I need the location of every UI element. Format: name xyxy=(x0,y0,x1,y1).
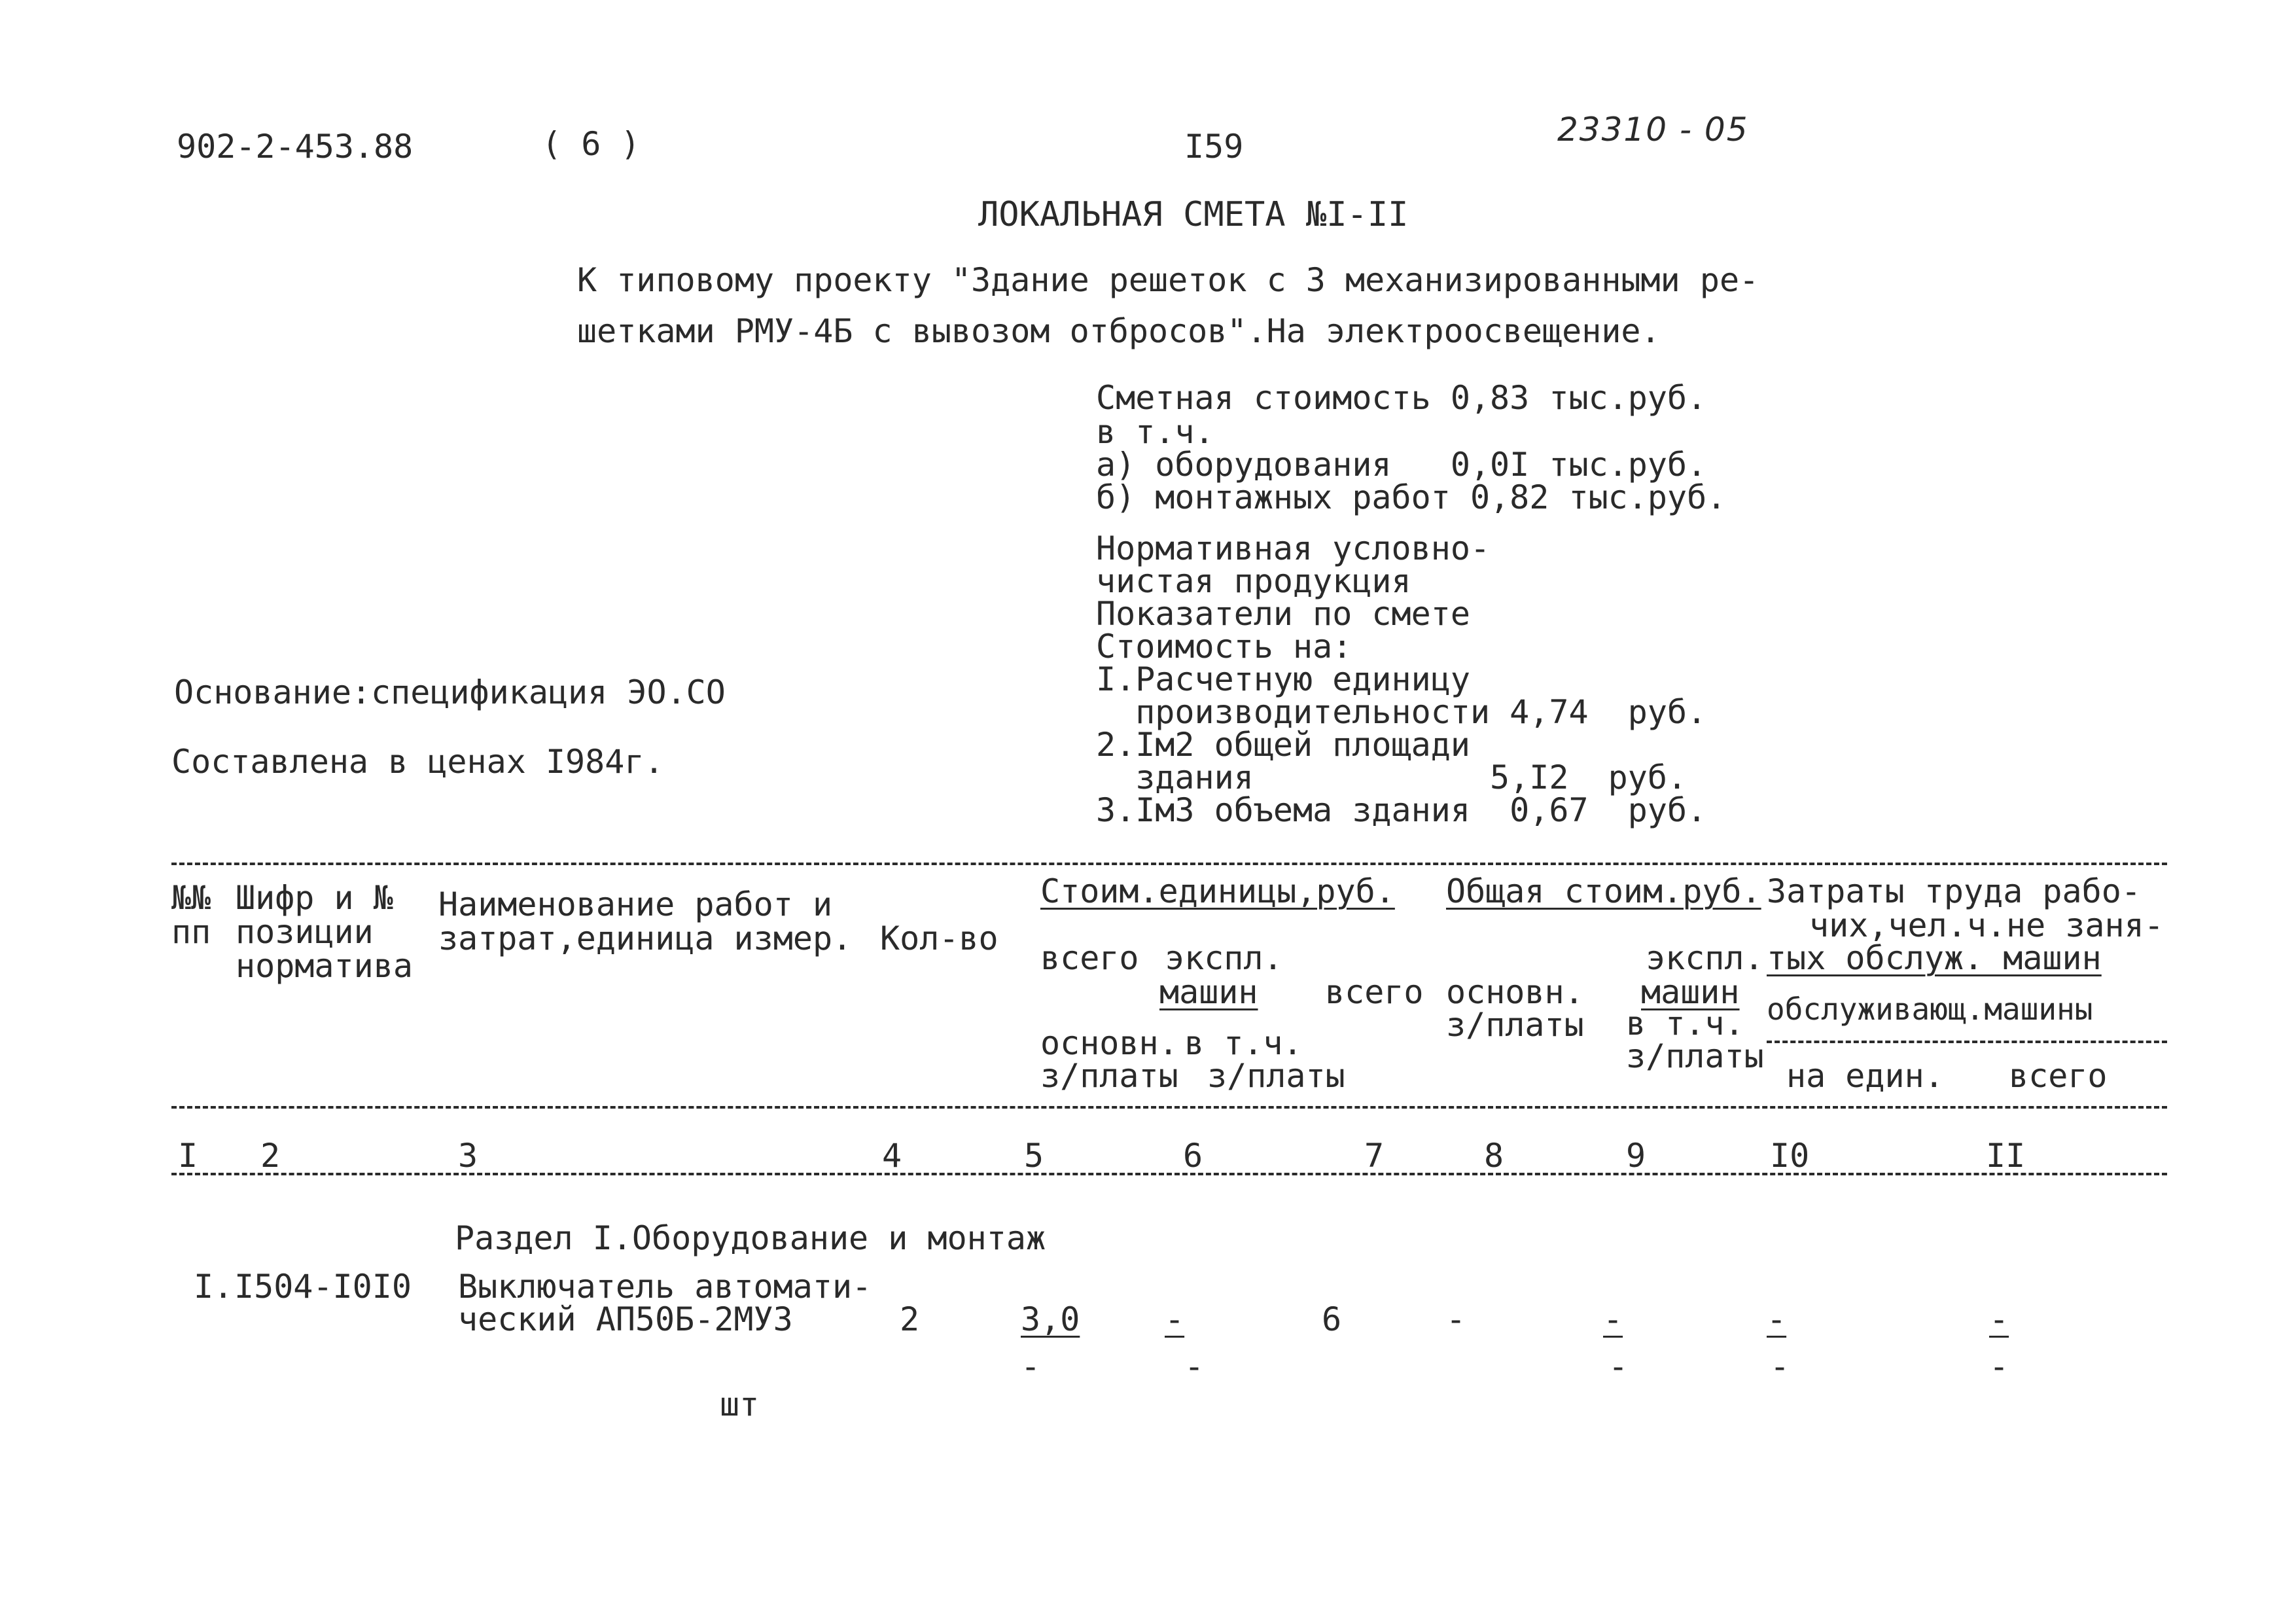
unit-expl-header: экспл. xyxy=(1165,939,1283,977)
row-sub-dash-5: - xyxy=(1021,1347,1041,1385)
indicator-line-1: Нормативная условно- xyxy=(1096,529,1491,567)
labor-header-a: Затраты труда рабо- xyxy=(1767,872,2141,910)
total-expl-header-b: машин xyxy=(1641,973,1740,1011)
total-base-header-b: з/платы xyxy=(1446,1006,1584,1044)
indicator-line-4: Стоимость на: xyxy=(1096,628,1352,666)
unit-cost-header: Стоим.единицы,руб. xyxy=(1040,872,1395,910)
labor-unit-header: на един. xyxy=(1786,1057,1944,1095)
total-expl-header-d: з/платы xyxy=(1626,1037,1764,1075)
indicator-line-9: 3.Iм3 объема здания 0,67 руб. xyxy=(1096,791,1707,829)
indicator-line-3: Показатели по смете xyxy=(1096,595,1470,633)
row-number: I. xyxy=(194,1268,234,1306)
row-qty: 2 xyxy=(900,1300,920,1338)
labor-serv-header: обслуживающ.машины xyxy=(1767,991,2093,1027)
row-labor-unit: - xyxy=(1767,1300,1787,1338)
row-code: I504-I0I0 xyxy=(234,1268,412,1306)
column-number-6: 6 xyxy=(1183,1137,1203,1175)
row-unit-total: 3,0 xyxy=(1021,1300,1080,1338)
document-code: 902-2-453.88 xyxy=(177,128,414,166)
total-expl-header-c: в т.ч. xyxy=(1626,1005,1744,1043)
labor-header-c: тых обслуж. машин xyxy=(1767,939,2102,977)
document-title: ЛОКАЛЬНАЯ СМЕТА №I-II xyxy=(978,195,1409,234)
row-name-line-1: Выключатель автомати- xyxy=(458,1268,872,1306)
col2-header-c: норматива xyxy=(236,947,413,985)
cost-line-2: в т.ч. xyxy=(1096,413,1214,451)
column-numbers-rule xyxy=(171,1173,2167,1175)
cost-line-3: а) оборудования 0,0I тыс.руб. xyxy=(1096,446,1707,484)
col3-header-b: затрат,единица измер. xyxy=(438,919,853,957)
row-sub-dash-10: - xyxy=(1770,1347,1790,1385)
row-unit: шт xyxy=(720,1385,760,1423)
row-labor-total: - xyxy=(1989,1300,2009,1338)
unit-base-header-a: основн. xyxy=(1040,1024,1178,1062)
row-unit-expl: - xyxy=(1165,1300,1185,1338)
indicator-line-6: производительности 4,74 руб. xyxy=(1096,693,1707,731)
labor-header-b: чих,чел.ч.не заня- xyxy=(1809,906,2164,944)
document-part: ( 6 ) xyxy=(542,125,641,163)
column-number-9: 9 xyxy=(1626,1137,1646,1175)
indicator-line-2: чистая продукция xyxy=(1096,562,1411,600)
labor-total-header: всего xyxy=(2009,1057,2108,1095)
total-base-header-a: основн. xyxy=(1446,973,1584,1011)
col2-header-a: Шифр и № xyxy=(236,879,393,917)
total-cost-header: Общая стоим.руб. xyxy=(1446,872,1761,910)
row-total-base: - xyxy=(1446,1300,1466,1338)
indicator-line-5: I.Расчетную единицу xyxy=(1096,660,1470,698)
unit-total-header: всего xyxy=(1040,939,1139,977)
row-total-expl: - xyxy=(1603,1300,1623,1338)
unit-incl-header-b: з/платы xyxy=(1207,1057,1345,1095)
indicator-line-7: 2.Iм2 общей площади xyxy=(1096,726,1470,764)
row-name-line-2: ческий АП50Б-2МУЗ xyxy=(458,1300,793,1338)
col1-header-a: №№ xyxy=(171,879,211,917)
column-number-3: 3 xyxy=(458,1137,478,1175)
total-total-header: всего xyxy=(1325,973,1424,1011)
prices-line: Составлена в ценах I984г. xyxy=(171,743,664,781)
subject-line-1: К типовому проекту "Здание решеток с 3 механизированными ре- xyxy=(577,261,1759,299)
col2-header-b: позиции xyxy=(236,913,374,951)
col4-header: Кол-во xyxy=(880,919,998,957)
column-number-10: I0 xyxy=(1770,1137,1810,1175)
handwritten-number: 23310 - 05 xyxy=(1557,111,1749,149)
unit-machines-header: машин xyxy=(1159,973,1258,1011)
column-number-8: 8 xyxy=(1484,1137,1504,1175)
header-bottom-rule xyxy=(171,1106,2167,1109)
cost-line-1: Сметная стоимость 0,83 тыс.руб. xyxy=(1096,379,1707,417)
labor-sub-rule xyxy=(1767,1041,2167,1043)
row-sub-dash-11: - xyxy=(1989,1347,2009,1385)
page-number: I59 xyxy=(1184,128,1244,166)
unit-base-header-b: з/платы xyxy=(1040,1057,1178,1095)
column-number-11: II xyxy=(1986,1137,2026,1175)
table-top-rule xyxy=(171,863,2167,865)
col3-header-a: Наименование работ и xyxy=(438,885,833,923)
total-expl-header-a: экспл. xyxy=(1646,939,1764,977)
section-title: Раздел I.Оборудование и монтаж xyxy=(455,1219,1046,1257)
indicator-line-8: здания 5,I2 руб. xyxy=(1096,758,1687,796)
col1-header-b: пп xyxy=(171,913,211,951)
column-number-2: 2 xyxy=(260,1137,281,1175)
subject-line-2: шетками РМУ-4Б с вывозом отбросов".На электроосвещение. xyxy=(577,312,1661,350)
column-number-1: I xyxy=(178,1137,198,1175)
column-number-7: 7 xyxy=(1364,1137,1385,1175)
unit-incl-header-a: в т.ч. xyxy=(1184,1024,1303,1062)
row-sub-dash-9: - xyxy=(1608,1347,1629,1385)
column-number-4: 4 xyxy=(882,1137,902,1175)
row-total: 6 xyxy=(1322,1300,1342,1338)
basis-line: Основание:спецификация ЭО.СО xyxy=(174,673,726,711)
column-number-5: 5 xyxy=(1024,1137,1044,1175)
cost-line-4: б) монтажных работ 0,82 тыс.руб. xyxy=(1096,478,1727,516)
row-sub-dash-6: - xyxy=(1184,1347,1205,1385)
